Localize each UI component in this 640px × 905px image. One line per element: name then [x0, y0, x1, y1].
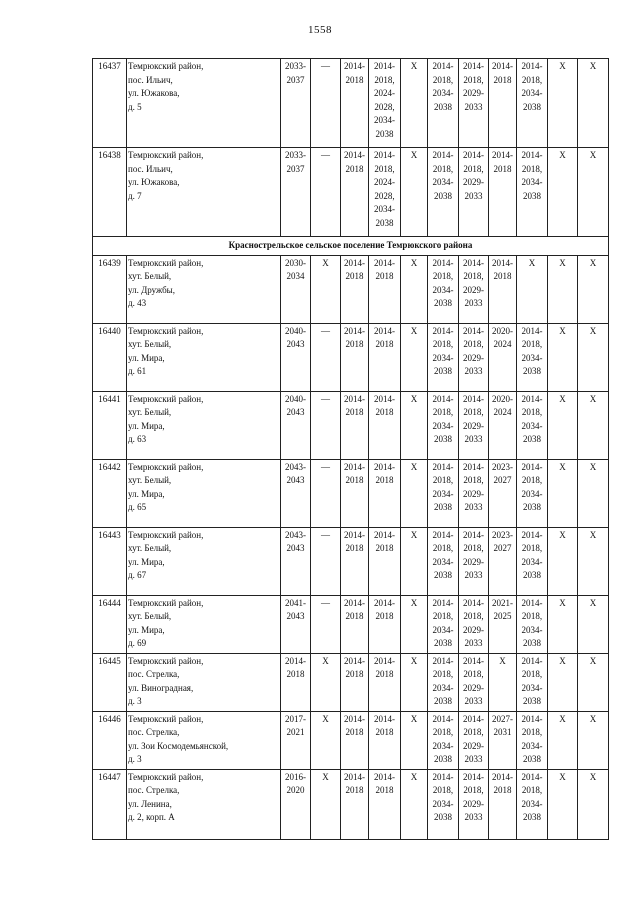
- record-cell-c5: X: [401, 653, 428, 711]
- record-cell-c9: 2014- 2018, 2034- 2038: [517, 527, 548, 595]
- record-cell-c4: 2014- 2018: [369, 391, 401, 459]
- record-cell-c10: X: [548, 769, 578, 839]
- record-cell-c9: 2014- 2018, 2034- 2038: [517, 711, 548, 769]
- record-cell-c8: 2021- 2025: [489, 595, 517, 653]
- record-address: Темрюкский район, пос. Ильич, ул. Южакова, д. 7: [127, 148, 281, 237]
- record-cell-c6: 2014- 2018, 2034- 2038: [428, 769, 459, 839]
- record-cell-c4: 2014- 2018: [369, 459, 401, 527]
- record-id: 16437: [93, 59, 127, 148]
- registry-table-body: [93, 59, 609, 840]
- record-cell-c8: 2014- 2018: [489, 148, 517, 237]
- record-cell-c4: 2014- 2018: [369, 711, 401, 769]
- record-cell-c2: —: [311, 391, 341, 459]
- record-cell-c10: X: [548, 595, 578, 653]
- record-address: Темрюкский район, хут. Белый, ул. Мира, д. 67: [127, 527, 281, 595]
- record-id: 16447: [93, 769, 127, 839]
- record-cell-c9: 2014- 2018, 2034- 2038: [517, 653, 548, 711]
- record-cell-c8: 2014- 2018: [489, 769, 517, 839]
- record-cell-c8: X: [489, 653, 517, 711]
- record-cell-c1: 2040- 2043: [281, 391, 311, 459]
- record-cell-c4: 2014- 2018: [369, 255, 401, 323]
- record-cell-c6: 2014- 2018, 2034- 2038: [428, 323, 459, 391]
- record-cell-c3: 2014- 2018: [341, 653, 369, 711]
- record-cell-c1: 2043- 2043: [281, 527, 311, 595]
- record-cell-c8: 2027- 2031: [489, 711, 517, 769]
- record-cell-c3: 2014- 2018: [341, 459, 369, 527]
- table-row: [93, 59, 609, 148]
- record-cell-c4: 2014- 2018: [369, 595, 401, 653]
- record-cell-c4: 2014- 2018: [369, 527, 401, 595]
- record-cell-c11: X: [578, 769, 609, 839]
- record-cell-c3: 2014- 2018: [341, 391, 369, 459]
- record-id: 16441: [93, 391, 127, 459]
- record-cell-c6: 2014- 2018, 2034- 2038: [428, 59, 459, 148]
- record-cell-c4: 2014- 2018: [369, 653, 401, 711]
- table-row: [93, 527, 609, 595]
- record-cell-c7: 2014- 2018, 2029- 2033: [459, 595, 489, 653]
- record-cell-c2: —: [311, 527, 341, 595]
- record-cell-c2: —: [311, 59, 341, 148]
- record-cell-c6: 2014- 2018, 2034- 2038: [428, 391, 459, 459]
- record-cell-c8: 2023- 2027: [489, 527, 517, 595]
- record-cell-c11: X: [578, 391, 609, 459]
- record-id: 16438: [93, 148, 127, 237]
- record-id: 16442: [93, 459, 127, 527]
- record-cell-c7: 2014- 2018, 2029- 2033: [459, 653, 489, 711]
- record-cell-c8: 2014- 2018: [489, 255, 517, 323]
- record-cell-c4: 2014- 2018, 2024- 2028, 2034- 2038: [369, 59, 401, 148]
- record-cell-c2: —: [311, 595, 341, 653]
- record-cell-c1: 2030- 2034: [281, 255, 311, 323]
- record-address: Темрюкский район, хут. Белый, ул. Мира, д. 63: [127, 391, 281, 459]
- record-cell-c2: —: [311, 148, 341, 237]
- record-cell-c6: 2014- 2018, 2034- 2038: [428, 711, 459, 769]
- record-cell-c2: X: [311, 255, 341, 323]
- table-row: [93, 391, 609, 459]
- record-cell-c3: 2014- 2018: [341, 323, 369, 391]
- record-cell-c9: 2014- 2018, 2034- 2038: [517, 148, 548, 237]
- record-address: Темрюкский район, пос. Ильич, ул. Южакова, д. 5: [127, 59, 281, 148]
- record-cell-c7: 2014- 2018, 2029- 2033: [459, 391, 489, 459]
- record-cell-c3: 2014- 2018: [341, 769, 369, 839]
- record-cell-c10: X: [548, 391, 578, 459]
- record-cell-c11: X: [578, 323, 609, 391]
- record-address: Темрюкский район, хут. Белый, ул. Мира, д. 65: [127, 459, 281, 527]
- record-cell-c9: 2014- 2018, 2034- 2038: [517, 459, 548, 527]
- record-cell-c1: 2033- 2037: [281, 59, 311, 148]
- record-cell-c5: X: [401, 59, 428, 148]
- record-cell-c10: X: [548, 148, 578, 237]
- record-cell-c6: 2014- 2018, 2034- 2038: [428, 459, 459, 527]
- record-cell-c3: 2014- 2018: [341, 59, 369, 148]
- record-cell-c7: 2014- 2018, 2029- 2033: [459, 527, 489, 595]
- table-row: [93, 769, 609, 839]
- record-cell-c4: 2014- 2018: [369, 769, 401, 839]
- record-cell-c3: 2014- 2018: [341, 148, 369, 237]
- record-id: 16445: [93, 653, 127, 711]
- record-cell-c1: 2043- 2043: [281, 459, 311, 527]
- record-cell-c2: X: [311, 769, 341, 839]
- record-cell-c10: X: [548, 59, 578, 148]
- record-cell-c10: X: [548, 711, 578, 769]
- record-cell-c6: 2014- 2018, 2034- 2038: [428, 527, 459, 595]
- registry-table: [92, 58, 609, 840]
- record-id: 16446: [93, 711, 127, 769]
- record-address: Темрюкский район, пос. Стрелка, ул. Виноградная, д. 3: [127, 653, 281, 711]
- section-title: Краснострельское сельское поселение Темрюкского района: [93, 237, 609, 256]
- record-cell-c6: 2014- 2018, 2034- 2038: [428, 148, 459, 237]
- record-cell-c11: X: [578, 59, 609, 148]
- record-cell-c11: X: [578, 527, 609, 595]
- record-cell-c6: 2014- 2018, 2034- 2038: [428, 653, 459, 711]
- record-cell-c11: X: [578, 653, 609, 711]
- record-cell-c2: X: [311, 711, 341, 769]
- record-cell-c11: X: [578, 255, 609, 323]
- section-header-row: [93, 237, 609, 256]
- record-cell-c3: 2014- 2018: [341, 527, 369, 595]
- table-row: [93, 595, 609, 653]
- record-cell-c8: 2020- 2024: [489, 391, 517, 459]
- record-cell-c1: 2014- 2018: [281, 653, 311, 711]
- page-number: 1558: [308, 24, 332, 36]
- record-cell-c9: X: [517, 255, 548, 323]
- record-cell-c5: X: [401, 711, 428, 769]
- table-row: [93, 459, 609, 527]
- record-cell-c7: 2014- 2018, 2029- 2033: [459, 255, 489, 323]
- record-cell-c1: 2017- 2021: [281, 711, 311, 769]
- record-id: 16439: [93, 255, 127, 323]
- record-address: Темрюкский район, хут. Белый, ул. Мира, д. 69: [127, 595, 281, 653]
- record-cell-c5: X: [401, 595, 428, 653]
- record-cell-c4: 2014- 2018, 2024- 2028, 2034- 2038: [369, 148, 401, 237]
- record-cell-c5: X: [401, 148, 428, 237]
- record-cell-c5: X: [401, 255, 428, 323]
- record-cell-c2: —: [311, 459, 341, 527]
- record-cell-c5: X: [401, 769, 428, 839]
- record-id: 16444: [93, 595, 127, 653]
- record-cell-c9: 2014- 2018, 2034- 2038: [517, 323, 548, 391]
- record-cell-c5: X: [401, 323, 428, 391]
- record-cell-c7: 2014- 2018, 2029- 2033: [459, 323, 489, 391]
- record-cell-c10: X: [548, 653, 578, 711]
- record-cell-c10: X: [548, 459, 578, 527]
- record-cell-c2: —: [311, 323, 341, 391]
- record-cell-c5: X: [401, 459, 428, 527]
- record-cell-c10: X: [548, 323, 578, 391]
- table-row: [93, 653, 609, 711]
- table-row: [93, 255, 609, 323]
- record-cell-c9: 2014- 2018, 2034- 2038: [517, 769, 548, 839]
- record-cell-c9: 2014- 2018, 2034- 2038: [517, 59, 548, 148]
- record-cell-c3: 2014- 2018: [341, 711, 369, 769]
- record-cell-c8: 2023- 2027: [489, 459, 517, 527]
- record-cell-c4: 2014- 2018: [369, 323, 401, 391]
- record-cell-c2: X: [311, 653, 341, 711]
- record-cell-c5: X: [401, 391, 428, 459]
- record-cell-c10: X: [548, 255, 578, 323]
- record-cell-c7: 2014- 2018, 2029- 2033: [459, 711, 489, 769]
- record-cell-c7: 2014- 2018, 2029- 2033: [459, 59, 489, 148]
- record-cell-c7: 2014- 2018, 2029- 2033: [459, 769, 489, 839]
- record-address: Темрюкский район, хут. Белый, ул. Мира, д. 61: [127, 323, 281, 391]
- record-address: Темрюкский район, пос. Стрелка, ул. Зои Космодемьянской, д. 3: [127, 711, 281, 769]
- record-cell-c9: 2014- 2018, 2034- 2038: [517, 595, 548, 653]
- record-cell-c11: X: [578, 595, 609, 653]
- record-cell-c1: 2041- 2043: [281, 595, 311, 653]
- record-cell-c11: X: [578, 711, 609, 769]
- record-cell-c3: 2014- 2018: [341, 255, 369, 323]
- record-cell-c7: 2014- 2018, 2029- 2033: [459, 459, 489, 527]
- record-cell-c1: 2016- 2020: [281, 769, 311, 839]
- record-cell-c3: 2014- 2018: [341, 595, 369, 653]
- table-row: [93, 323, 609, 391]
- table-row: [93, 711, 609, 769]
- record-cell-c11: X: [578, 459, 609, 527]
- record-cell-c1: 2040- 2043: [281, 323, 311, 391]
- record-cell-c6: 2014- 2018, 2034- 2038: [428, 595, 459, 653]
- record-cell-c8: 2020- 2024: [489, 323, 517, 391]
- record-cell-c10: X: [548, 527, 578, 595]
- record-cell-c5: X: [401, 527, 428, 595]
- record-cell-c8: 2014- 2018: [489, 59, 517, 148]
- record-cell-c1: 2033- 2037: [281, 148, 311, 237]
- record-id: 16440: [93, 323, 127, 391]
- record-address: Темрюкский район, хут. Белый, ул. Дружбы, д. 43: [127, 255, 281, 323]
- record-address: Темрюкский район, пос. Стрелка, ул. Ленина, д. 2, корп. А: [127, 769, 281, 839]
- record-cell-c6: 2014- 2018, 2034- 2038: [428, 255, 459, 323]
- record-cell-c11: X: [578, 148, 609, 237]
- record-id: 16443: [93, 527, 127, 595]
- record-cell-c9: 2014- 2018, 2034- 2038: [517, 391, 548, 459]
- record-cell-c7: 2014- 2018, 2029- 2033: [459, 148, 489, 237]
- table-row: [93, 148, 609, 237]
